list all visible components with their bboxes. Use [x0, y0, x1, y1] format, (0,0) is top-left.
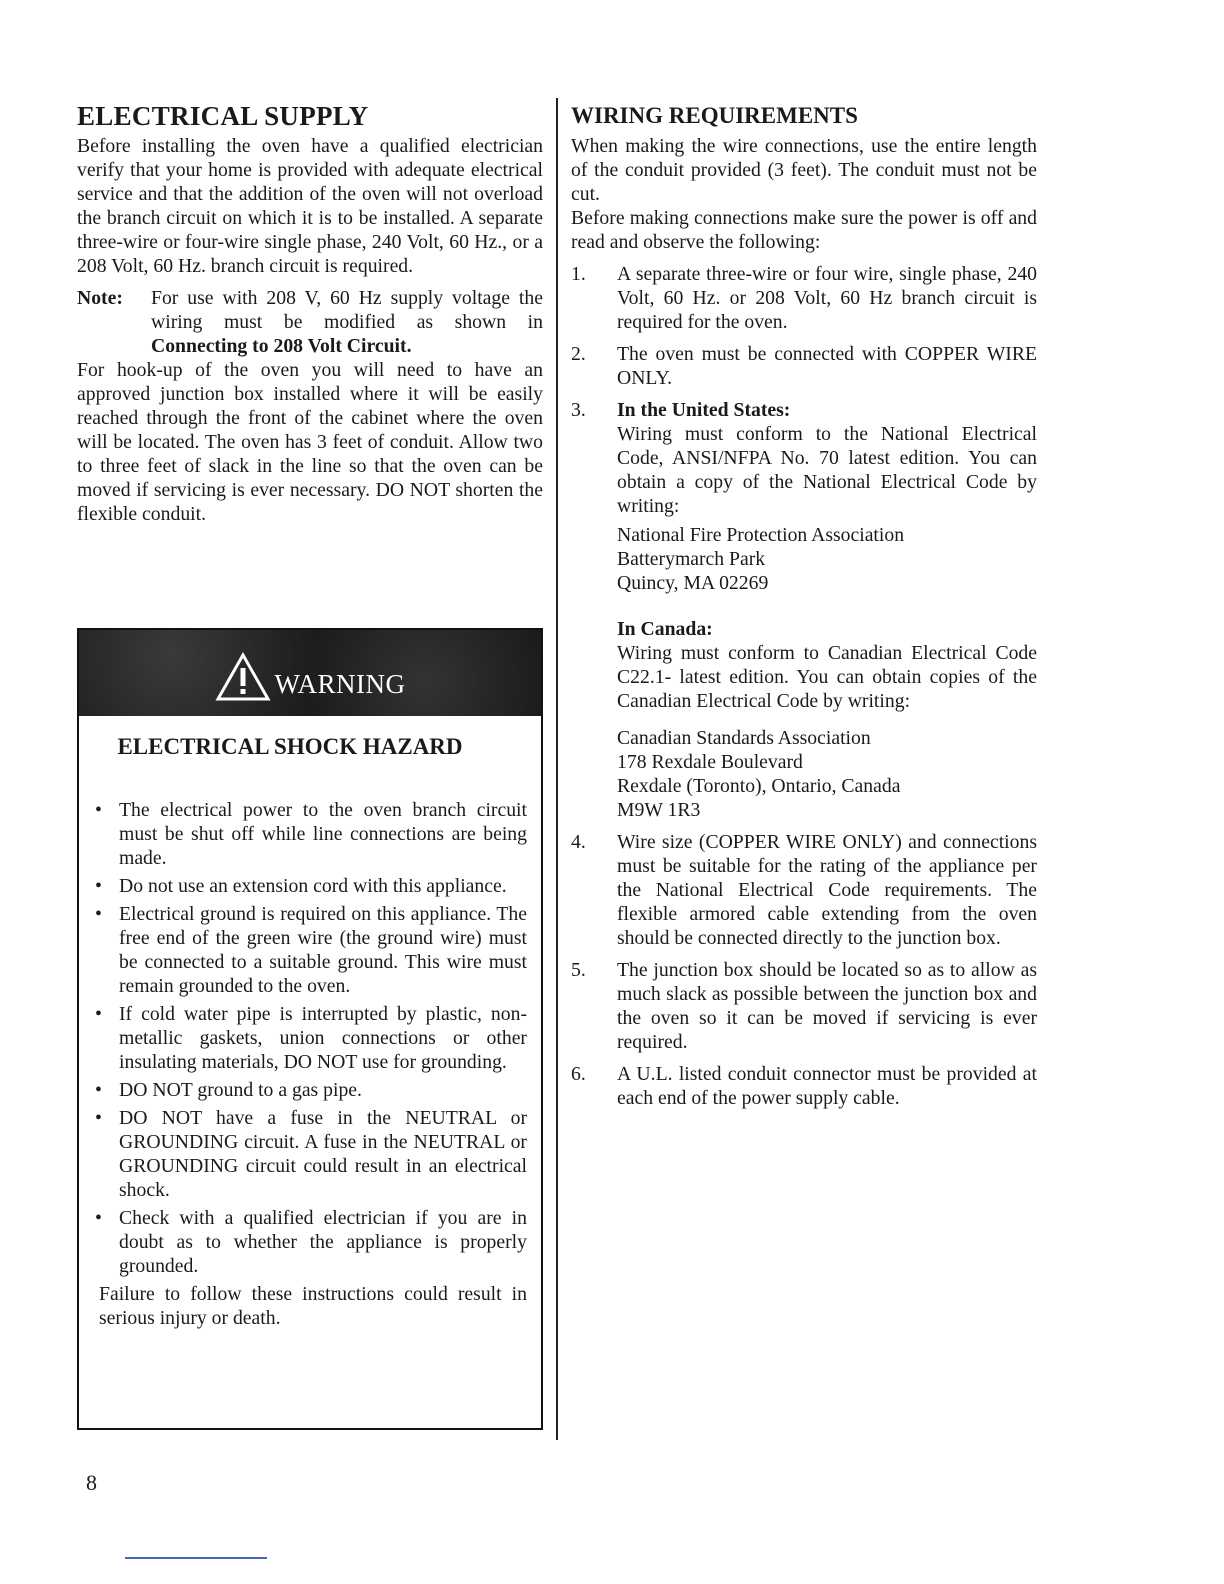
note-text: For use with 208 V, 60 Hz supply voltage the wiring must be modified as shown in	[151, 287, 543, 333]
list-item: 1. A separate three-wire or four wire, single phase, 240 Volt, 60 Hz. or 208 Volt, 60 Hz branch circuit is required for the oven.	[571, 263, 1037, 333]
list-item: 5. The junction box should be located so as to allow as much slack as possible between the junction box and the oven so it can be moved if servicing is ever required.	[571, 959, 1037, 1053]
list-item: 6. A U.L. listed conduit connector must be provided at each end of the power supply cable.	[571, 1063, 1037, 1109]
note-block	[77, 286, 543, 358]
note-label: Note:	[77, 287, 123, 309]
list-item: 3. In the United States: Wiring must conform to the National Electrical Code, ANSI/NFPA No. 70 latest edition. You can obtain a copy of the National Electrical Code by writing: National Fire Protection Association Batterymarch Park Quincy, MA 02269 In Canada: Wiring must conform to Canadian Electrical Code C22.1- latest edition. You can obtain copies of the Canadian Electrical Code by writing: Canadian Standards Association 178 Rexdale Boulevard Rexdale (Toronto), Ontario, Canada M9W 1R3	[571, 399, 1037, 821]
warning-footer: Failure to follow these instructions could result in serious injury or death.	[99, 1283, 527, 1329]
canada-heading: In Canada:	[617, 618, 713, 640]
list-item: • The electrical power to the oven branch circuit must be shut off while line connections are being made.	[95, 799, 527, 869]
right-column	[571, 98, 1037, 1118]
page-number: 8	[86, 1470, 97, 1495]
electrical-supply-heading: ELECTRICAL SUPPLY	[77, 101, 369, 131]
warning-box	[77, 628, 543, 1430]
canada-address: Canadian Standards Association 178 Rexdale Boulevard Rexdale (Toronto), Ontario, Canada M9W 1R3	[617, 727, 901, 821]
left-column	[77, 98, 543, 526]
note-bold-reference: Connecting to 208 Volt Circuit.	[151, 335, 412, 357]
list-item: 4. Wire size (COPPER WIRE ONLY) and connections must be suitable for the rating of the appliance per the National Electrical Code requirements. The flexible armored cable extending from the oven should be connected directly to the junction box.	[571, 831, 1037, 949]
electrical-supply-intro: Before installing the oven have a qualified electrician verify that your home is provided with adequate electrical service and that the addition of the oven will not overload the branch circuit on which it is to be installed. A separate three-wire or four-wire single phase, 240 Volt, 60 Hz., or a 208 Volt, 60 Hz. branch circuit is required.	[77, 135, 543, 277]
hookup-paragraph: For hook-up of the oven you will need to have an approved junction box installed where it will be easily reached through the front of the cabinet where the oven will be located. The oven has 3 feet of conduit. Allow two to three feet of slack in the line so that the oven can be moved if servicing is ever necessary. DO NOT shorten the flexible conduit.	[77, 359, 543, 525]
wiring-requirements-heading: WIRING REQUIREMENTS	[571, 103, 858, 128]
warning-banner	[79, 630, 541, 716]
wiring-intro-2: Before making connections make sure the power is off and read and observe the following:	[571, 207, 1037, 253]
requirements-list	[571, 262, 1037, 1110]
list-item: • DO NOT ground to a gas pipe.	[95, 1079, 362, 1101]
warning-label: WARNING	[274, 668, 406, 699]
hazard-title: ELECTRICAL SHOCK HAZARD	[117, 734, 463, 759]
list-item: • If cold water pipe is interrupted by plastic, non-metallic gaskets, union connections or other insulating materials, DO NOT use for grounding.	[95, 1003, 527, 1073]
list-item: • Check with a qualified electrician if you are in doubt as to whether the appliance is properly grounded.	[95, 1207, 527, 1277]
column-divider	[556, 98, 558, 1440]
list-item: • Electrical ground is required on this appliance. The free end of the green wire (the ground wire) must be connected to a suitable ground. This wire must remain grounded to the oven.	[95, 903, 527, 997]
warning-bullets	[95, 798, 527, 1278]
us-heading: In the United States:	[617, 399, 791, 421]
us-text: Wiring must conform to the National Electrical Code, ANSI/NFPA No. 70 latest edition. You can obtain a copy of the National Electrical Code by writing:	[617, 423, 1037, 517]
bottom-rule	[125, 1557, 267, 1559]
note-body	[151, 286, 543, 358]
canada-text: Wiring must conform to Canadian Electrical Code C22.1- latest edition. You can obtain copies of the Canadian Electrical Code by writing:	[617, 642, 1037, 712]
wiring-intro-1: When making the wire connections, use the entire length of the conduit provided (3 feet). The conduit must not be cut.	[571, 135, 1037, 205]
list-item: 2. The oven must be connected with COPPER WIRE ONLY.	[571, 343, 1037, 389]
list-item: • DO NOT have a fuse in the NEUTRAL or GROUNDING circuit. A fuse in the NEUTRAL or GROUNDING circuit could result in an electrical shock.	[95, 1107, 527, 1201]
us-address: National Fire Protection Association Batterymarch Park Quincy, MA 02269	[617, 524, 905, 594]
warning-triangle-icon	[215, 652, 271, 702]
list-item: • Do not use an extension cord with this appliance.	[95, 875, 507, 897]
